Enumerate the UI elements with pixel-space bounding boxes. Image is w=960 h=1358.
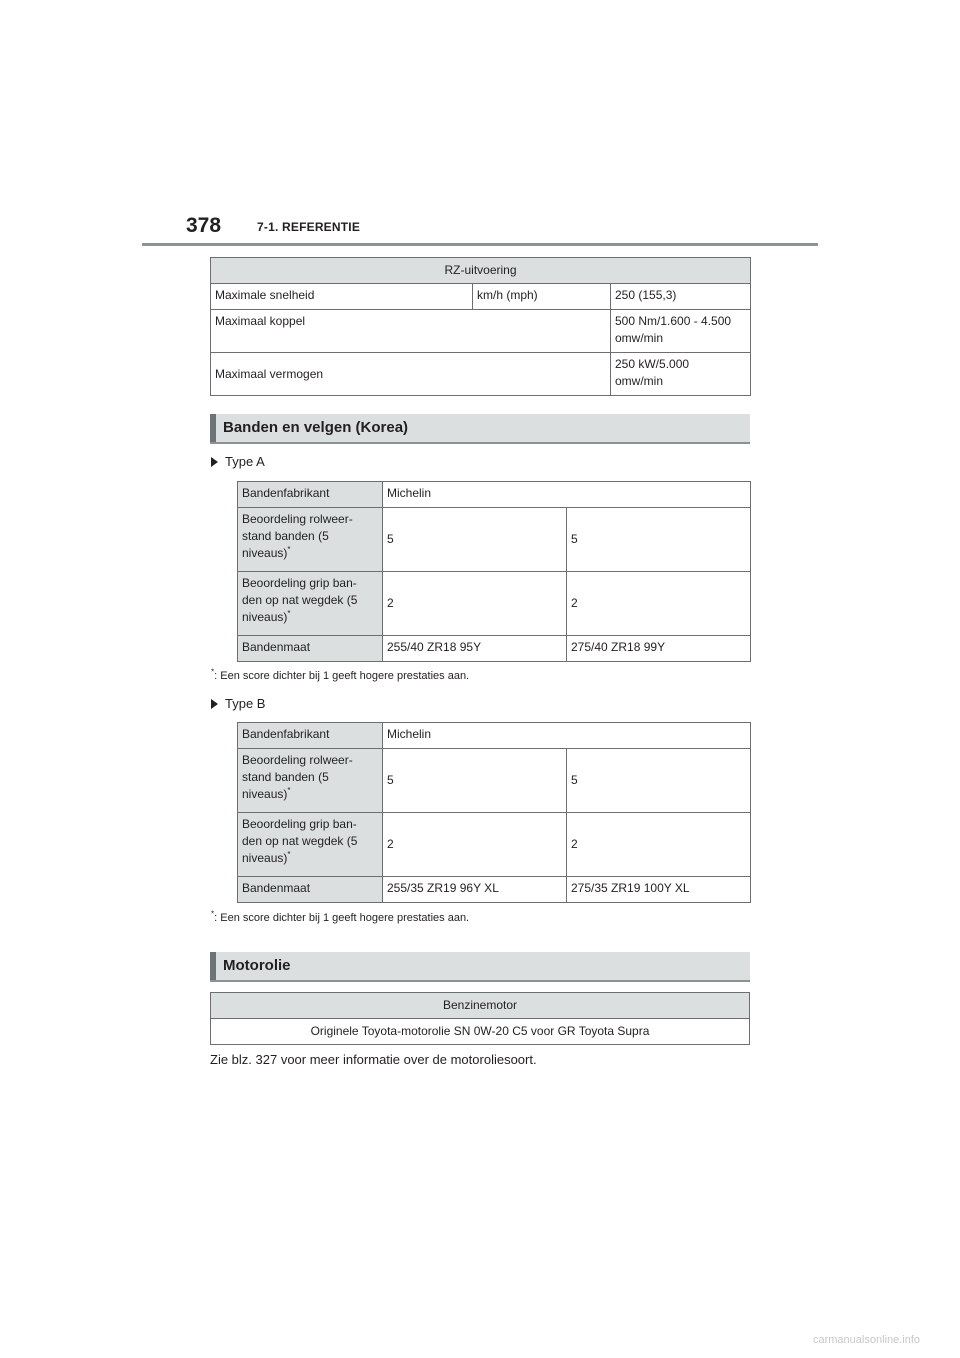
grip-front-value: 2 bbox=[383, 813, 567, 877]
max-torque-label: Maximaal koppel bbox=[211, 310, 611, 353]
tire-size-label: Bandenmaat bbox=[238, 877, 383, 903]
table-row bbox=[211, 284, 751, 310]
manufacturer-value: Michelin bbox=[383, 723, 751, 749]
tires-section-title: Banden en velgen (Korea) bbox=[223, 419, 409, 436]
table-row bbox=[211, 1019, 750, 1045]
rolling-rear-value: 5 bbox=[567, 749, 751, 813]
manufacturer-value: Michelin bbox=[383, 482, 751, 508]
type-b-footnote: *: Een score dichter bij 1 geeft hogere prestaties aan. bbox=[211, 909, 470, 924]
max-power-label: Maximaal vermogen bbox=[211, 353, 611, 396]
chapter-title: 7-1. REFERENTIE bbox=[257, 220, 361, 234]
max-torque-value: 500 Nm/1.600 - 4.500 omw/min bbox=[611, 310, 751, 353]
table-row bbox=[238, 572, 751, 636]
section-accent bbox=[210, 952, 216, 980]
type-a-footnote: *: Een score dichter bij 1 geeft hogere prestaties aan. bbox=[211, 667, 470, 682]
grip-front-value: 2 bbox=[383, 572, 567, 636]
table-row bbox=[238, 749, 751, 813]
type-a-tire-table bbox=[237, 481, 751, 662]
table-row bbox=[238, 723, 751, 749]
tires-section-heading bbox=[210, 414, 750, 444]
tire-size-rear: 275/35 ZR19 100Y XL bbox=[567, 877, 751, 903]
max-power-value: 250 kW/5.000 omw/min bbox=[611, 353, 751, 396]
table-row bbox=[211, 310, 751, 353]
tire-size-rear: 275/40 ZR18 99Y bbox=[567, 636, 751, 662]
triangle-bullet-icon bbox=[211, 699, 218, 709]
table-row bbox=[238, 508, 751, 572]
oil-table bbox=[210, 992, 750, 1045]
table-row bbox=[211, 353, 751, 396]
rolling-rear-value: 5 bbox=[567, 508, 751, 572]
max-speed-value: 250 (155,3) bbox=[611, 284, 751, 310]
page-number: 378 bbox=[186, 214, 222, 237]
wet-grip-label: Beoordeling grip ban- den op nat wegdek (5 niveaus)* bbox=[238, 572, 383, 636]
rolling-resistance-label: Beoordeling rolweer- stand banden (5 niveaus)* bbox=[238, 508, 383, 572]
rolling-resistance-label: Beoordeling rolweer- stand banden (5 niveaus)* bbox=[238, 749, 383, 813]
wet-grip-label: Beoordeling grip ban- den op nat wegdek (5 niveaus)* bbox=[238, 813, 383, 877]
table-row bbox=[238, 636, 751, 662]
type-b-tire-table bbox=[237, 722, 751, 903]
rolling-front-value: 5 bbox=[383, 508, 567, 572]
rz-table-title: RZ-uitvoering bbox=[211, 258, 751, 284]
type-a-heading: Type A bbox=[211, 454, 265, 469]
header-rule bbox=[142, 243, 818, 246]
triangle-bullet-icon bbox=[211, 457, 218, 467]
grip-rear-value: 2 bbox=[567, 572, 751, 636]
type-b-heading: Type B bbox=[211, 696, 265, 711]
grip-rear-value: 2 bbox=[567, 813, 751, 877]
manufacturer-label: Bandenfabrikant bbox=[238, 723, 383, 749]
section-accent bbox=[210, 414, 216, 442]
table-row bbox=[238, 482, 751, 508]
oil-info-text: Zie blz. 327 voor meer informatie over de motoroliesoort. bbox=[210, 1052, 537, 1067]
table-row bbox=[238, 813, 751, 877]
tire-size-front: 255/40 ZR18 95Y bbox=[383, 636, 567, 662]
tire-size-front: 255/35 ZR19 96Y XL bbox=[383, 877, 567, 903]
rz-spec-table bbox=[210, 257, 751, 396]
manufacturer-label: Bandenfabrikant bbox=[238, 482, 383, 508]
oil-table-header: Benzinemotor bbox=[211, 993, 750, 1019]
tire-size-label: Bandenmaat bbox=[238, 636, 383, 662]
watermark: carmanualsonline.info bbox=[812, 1334, 920, 1346]
max-speed-label: Maximale snelheid bbox=[211, 284, 473, 310]
table-row bbox=[238, 877, 751, 903]
oil-section-heading bbox=[210, 952, 750, 982]
max-speed-unit: km/h (mph) bbox=[473, 284, 611, 310]
rolling-front-value: 5 bbox=[383, 749, 567, 813]
oil-table-value: Originele Toyota-motorolie SN 0W-20 C5 voor GR Toyota Supra bbox=[211, 1019, 750, 1045]
oil-section-title: Motorolie bbox=[223, 957, 291, 974]
